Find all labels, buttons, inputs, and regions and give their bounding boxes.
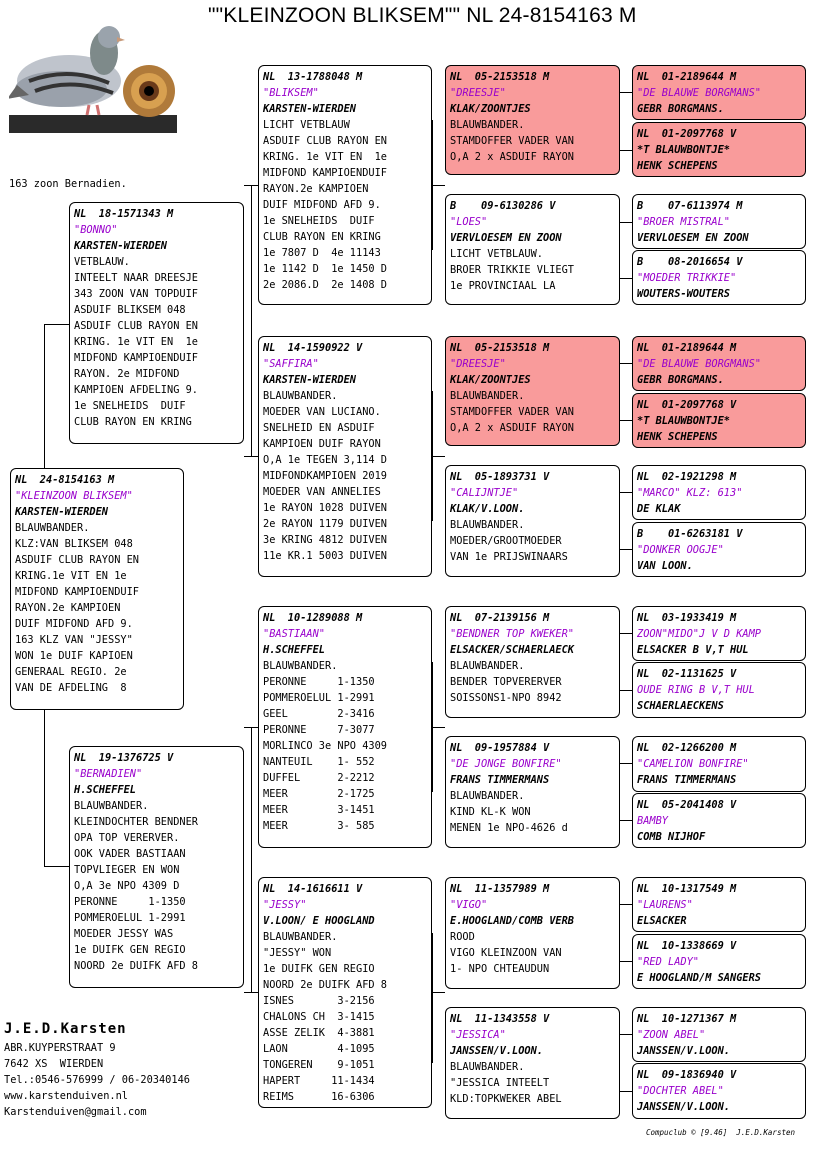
info-line: WON 1e DUIF KAPIOEN xyxy=(15,650,133,662)
note-text: 163 zoon Bernadien. xyxy=(9,178,127,190)
pedigree-box-ggg9 xyxy=(632,606,806,661)
info-line: BENDER TOPVERERVER xyxy=(450,676,562,688)
page-title: ""KLEINZOON BLIKSEM"" NL 24-8154163 M xyxy=(208,4,637,27)
info-line: TONGEREN 9-1051 xyxy=(263,1059,375,1071)
ring-number: NL 18-1571343 M xyxy=(74,208,174,220)
ring-number: NL 13-1788048 M xyxy=(263,71,363,83)
owner-name: WOUTERS-WOUTERS xyxy=(637,288,730,300)
info-line: CLUB RAYON EN KRING xyxy=(263,231,381,243)
owner-name: JANSSEN/V.LOON. xyxy=(450,1045,543,1057)
owner-name: H.SCHEFFEL xyxy=(263,644,325,656)
pedigree-box-ggg12 xyxy=(632,793,806,848)
ring-number: NL 05-2041408 V xyxy=(637,799,737,811)
connector xyxy=(620,420,632,421)
owner-name: HENK SCHEPENS xyxy=(637,431,718,443)
info-line: SOISSONS1-NPO 8942 xyxy=(450,692,562,704)
ring-number: NL 01-2097768 V xyxy=(637,128,737,140)
pigeon-name: "DONKER OOGJE" xyxy=(637,544,724,556)
ring-number: NL 10-1271367 M xyxy=(637,1013,737,1025)
info-line: MOEDER JESSY WAS xyxy=(74,928,174,940)
ring-number: B 09-6130286 V xyxy=(450,200,556,212)
info-line: "JESSY" WON xyxy=(263,947,332,959)
pigeon-name: "ZOON ABEL" xyxy=(637,1029,706,1041)
pedigree-box-ggg14 xyxy=(632,934,806,989)
pigeon-name: BAMBY xyxy=(637,815,668,827)
pigeon-name: "RED LADY" xyxy=(637,956,699,968)
connector xyxy=(620,492,632,493)
info-line: NANTEUIL 1- 552 xyxy=(263,756,375,768)
info-line: MOEDER/GROOTMOEDER xyxy=(450,535,562,547)
info-line: RAYON. 2e MIDFOND xyxy=(74,368,180,380)
info-line: 1- NPO CHTEAUDUN xyxy=(450,963,550,975)
ring-number: NL 09-1836940 V xyxy=(637,1069,737,1081)
connector xyxy=(432,727,445,728)
info-line: KRING. 1e VIT EN 1e xyxy=(74,336,198,348)
pedigree-box-g3 xyxy=(258,606,432,848)
pedigree-box-ggg2 xyxy=(632,122,806,177)
owner-name: KLAK/V.LOON. xyxy=(450,503,525,515)
pedigree-box-ggg15 xyxy=(632,1007,806,1062)
info-line: MIDFOND KAMPIOENDUIF xyxy=(263,167,387,179)
pigeon-name: ZOON"MIDO"J V D KAMP xyxy=(637,628,761,640)
info-line: O,A 1e TEGEN 3,114 D xyxy=(263,454,387,466)
owner-name: VERVLOESEM EN ZOON xyxy=(637,232,749,244)
pedigree-box-gg4 xyxy=(445,465,620,577)
info-line: ASDUIF CLUB RAYON EN xyxy=(15,554,139,566)
phone-line: Tel.:0546-576999 / 06-20340146 xyxy=(4,1074,190,1086)
owner-name: H.SCHEFFEL xyxy=(74,784,136,796)
owner-name: *T BLAUWBONTJE* xyxy=(637,415,730,427)
pigeon-name: "CALIJNTJE" xyxy=(450,487,519,499)
info-line: BLAUWBANDER. xyxy=(263,390,338,402)
ring-number: NL 02-1131625 V xyxy=(637,668,737,680)
pedigree-box-gg7 xyxy=(445,877,620,989)
info-line: ASDUIF CLUB RAYON EN xyxy=(74,320,198,332)
pigeon-name: "MOEDER TRIKKIE" xyxy=(637,272,737,284)
info-line: GENERAAL REGIO. 2e xyxy=(15,666,127,678)
info-line: 1e 1142 D 1e 1450 D xyxy=(263,263,387,275)
info-line: HAPERT 11-1434 xyxy=(263,1075,375,1087)
info-line: 1e RAYON 1028 DUIVEN xyxy=(263,502,387,514)
owner-name: ELSACKER xyxy=(637,915,687,927)
info-line: MEER 2-1725 xyxy=(263,788,375,800)
info-line: 1e SNELHEIDS DUIF xyxy=(263,215,375,227)
info-line: ASDUIF CLUB RAYON EN xyxy=(263,135,387,147)
info-line: STAMDOFFER VADER VAN xyxy=(450,406,574,418)
pedigree-box-gg6 xyxy=(445,736,620,848)
owner-name: SCHAERLAECKENS xyxy=(637,700,724,712)
pigeon-name: "LOES" xyxy=(450,216,488,228)
pedigree-box-sire xyxy=(69,202,244,444)
info-line: TOPVLIEGER EN WON xyxy=(74,864,180,876)
owner-name: JANSSEN/V.LOON. xyxy=(637,1045,730,1057)
ring-number: NL 05-2153518 M xyxy=(450,342,550,354)
owner-name: VERVLOESEM EN ZOON xyxy=(450,232,562,244)
owner-name: HENK SCHEPENS xyxy=(637,160,718,172)
info-line: VAN DE AFDELING 8 xyxy=(15,682,127,694)
pigeon-name: "DE BLAUWE BORGMANS" xyxy=(637,358,761,370)
connector xyxy=(620,820,632,821)
info-line: MIDFONDKAMPIOEN 2019 xyxy=(263,470,387,482)
ring-number: NL 01-2189644 M xyxy=(637,342,737,354)
info-line: "JESSICA INTEELT xyxy=(450,1077,550,1089)
info-line: 2e RAYON 1179 DUIVEN xyxy=(263,518,387,530)
pigeon-name: "DOCHTER ABEL" xyxy=(637,1085,724,1097)
website-link[interactable]: www.karstenduiven.nl xyxy=(4,1090,128,1102)
info-line: OOK VADER BASTIAAN xyxy=(74,848,186,860)
info-line: POMMEROELUL 1-2991 xyxy=(74,912,186,924)
info-line: 11e KR.1 5003 DUIVEN xyxy=(263,550,387,562)
info-line: MENEN 1e NPO-4626 d xyxy=(450,822,568,834)
connector xyxy=(432,456,445,457)
pedigree-box-dam xyxy=(69,746,244,988)
pigeon-name: "BROER MISTRAL" xyxy=(637,216,730,228)
info-line: BLAUWBANDER. xyxy=(450,790,525,802)
info-line: INTEELT NAAR DREESJE xyxy=(74,272,198,284)
owner-name: DE KLAK xyxy=(637,503,681,515)
info-line: 343 ZOON VAN TOPDUIF xyxy=(74,288,198,300)
info-line: 1e SNELHEIDS DUIF xyxy=(74,400,186,412)
info-line: REIMS 16-6306 xyxy=(263,1091,375,1103)
info-line: BLAUWBANDER. xyxy=(450,390,525,402)
connector xyxy=(620,904,632,905)
info-line: OPA TOP VERERVER. xyxy=(74,832,180,844)
info-line: MORLINCO 3e NPO 4309 xyxy=(263,740,387,752)
info-line: 163 KLZ VAN "JESSY" xyxy=(15,634,133,646)
info-line: O,A 3e NPO 4309 D xyxy=(74,880,180,892)
pedigree-box-gg3 xyxy=(445,336,620,446)
ring-number: NL 11-1357989 M xyxy=(450,883,550,895)
info-line: VAN 1e PRIJSWINAARS xyxy=(450,551,568,563)
ring-number: NL 10-1317549 M xyxy=(637,883,737,895)
pigeon-name: "CAMELION BONFIRE" xyxy=(637,758,749,770)
owner-name: KARSTEN-WIERDEN xyxy=(74,240,167,252)
owner-name: E.HOOGLAND/COMB VERB xyxy=(450,915,574,927)
pedigree-box-ggg11 xyxy=(632,736,806,792)
owner-name: FRANS TIMMERMANS xyxy=(637,774,737,786)
info-line: GEEL 2-3416 xyxy=(263,708,375,720)
ring-number: NL 10-1338669 V xyxy=(637,940,737,952)
ring-number: NL 19-1376725 V xyxy=(74,752,174,764)
pedigree-box-ggg13 xyxy=(632,877,806,932)
pigeon-name: "BONNO" xyxy=(74,224,118,236)
info-line: BLAUWBANDER. xyxy=(450,519,525,531)
connector xyxy=(44,324,69,325)
pedigree-box-gg8 xyxy=(445,1007,620,1119)
connector xyxy=(620,92,632,93)
pedigree-box-g4 xyxy=(258,877,432,1108)
ring-number: NL 02-1921298 M xyxy=(637,471,737,483)
owner-name: KARSTEN-WIERDEN xyxy=(263,374,356,386)
info-line: STAMDOFFER VADER VAN xyxy=(450,135,574,147)
info-line: MOEDER VAN LUCIANO. xyxy=(263,406,381,418)
pigeon-name: "DREESJE" xyxy=(450,87,506,99)
info-line: KLD:TOPKWEKER ABEL xyxy=(450,1093,562,1105)
ring-number: NL 05-2153518 M xyxy=(450,71,550,83)
info-line: KAMPIOEN DUIF RAYON xyxy=(263,438,381,450)
pedigree-box-ggg16 xyxy=(632,1063,806,1119)
info-line: ASSE ZELIK 4-3881 xyxy=(263,1027,375,1039)
owner-name: GEBR BORGMANS. xyxy=(637,374,724,386)
info-line: MOEDER VAN ANNELIES xyxy=(263,486,381,498)
info-line: BLAUWBANDER. xyxy=(263,660,338,672)
ring-number: NL 09-1957884 V xyxy=(450,742,550,754)
info-line: BLAUWBANDER. xyxy=(263,931,338,943)
info-line: MEER 3-1451 xyxy=(263,804,375,816)
footer-credit: Compuclub © [9.46] J.E.D.Karsten xyxy=(646,1128,796,1137)
pedigree-box-gg2 xyxy=(445,194,620,305)
info-line: SNELHEID EN ASDUIF xyxy=(263,422,375,434)
ring-number: NL 03-1933419 M xyxy=(637,612,737,624)
connector xyxy=(620,1034,632,1035)
owner-name: *T BLAUWBONTJE* xyxy=(637,144,730,156)
pigeon-name: "BERNADIEN" xyxy=(74,768,143,780)
pedigree-box-ggg10 xyxy=(632,662,806,718)
info-line: PERONNE 7-3077 xyxy=(263,724,375,736)
info-line: PERONNE 1-1350 xyxy=(263,676,375,688)
pedigree-box-gg1 xyxy=(445,65,620,175)
info-line: KAMPIOEN AFDELING 9. xyxy=(74,384,198,396)
info-line: KIND KL-K WON xyxy=(450,806,531,818)
pedigree-box-ggg5 xyxy=(632,336,806,391)
ring-number: B 01-6263181 V xyxy=(637,528,743,540)
info-line: LICHT VETBLAUW xyxy=(263,119,350,131)
owner-name: KARSTEN-WIERDEN xyxy=(263,103,356,115)
info-line: CLUB RAYON EN KRING xyxy=(74,416,192,428)
connector xyxy=(432,185,445,186)
owner-name: KLAK/ZOONTJES xyxy=(450,103,531,115)
pigeon-name: "LAURENS" xyxy=(637,899,693,911)
pigeon-name: "DREESJE" xyxy=(450,358,506,370)
address-line: 7642 XS WIERDEN xyxy=(4,1058,104,1070)
pigeon-name: "VIGO" xyxy=(450,899,488,911)
info-line: ASDUIF BLIKSEM 048 xyxy=(74,304,186,316)
email-link[interactable]: Karstenduiven@gmail.com xyxy=(4,1106,147,1118)
pigeon-name: "BLIKSEM" xyxy=(263,87,319,99)
info-line: BLAUWBANDER. xyxy=(74,800,149,812)
pigeon-name: "BASTIAAN" xyxy=(263,628,325,640)
info-line: BLAUWBANDER. xyxy=(15,522,90,534)
info-line: DUIF MIDFOND AFD 9. xyxy=(263,199,381,211)
info-line: BLAUWBANDER. xyxy=(450,119,525,131)
info-line: LICHT VETBLAUW. xyxy=(450,248,543,260)
info-line: DUIF MIDFOND AFD 9. xyxy=(15,618,133,630)
pedigree-box-g2 xyxy=(258,336,432,577)
pigeon-name: "MARCO" KLZ: 613" xyxy=(637,487,743,499)
owner-name: ELSACKER/SCHAERLAECK xyxy=(450,644,574,656)
info-line: VETBLAUW. xyxy=(74,256,130,268)
pedigree-box-gg5 xyxy=(445,606,620,718)
info-line: KRING.1e VIT EN 1e xyxy=(15,570,127,582)
info-line: 1e DUIFK GEN REGIO xyxy=(263,963,375,975)
connector xyxy=(620,1091,632,1092)
ring-number: NL 14-1616611 V xyxy=(263,883,363,895)
owner-name: KLAK/ZOONTJES xyxy=(450,374,531,386)
breeder-address xyxy=(4,1018,190,1120)
connector xyxy=(44,866,69,867)
info-line: ROOD xyxy=(450,931,475,943)
connector xyxy=(251,727,252,993)
pigeon-name: "SAFFIRA" xyxy=(263,358,319,370)
pigeon-photo xyxy=(9,11,177,133)
info-line: KLZ:VAN BLIKSEM 048 xyxy=(15,538,133,550)
owner-name: E HOOGLAND/M SANGERS xyxy=(637,972,761,984)
info-line: O,A 2 x ASDUIF RAYON xyxy=(450,151,574,163)
ring-number: NL 05-1893731 V xyxy=(450,471,550,483)
ring-number: NL 07-2139156 M xyxy=(450,612,550,624)
info-line: 2e 2086.D 2e 1408 D xyxy=(263,279,387,291)
breeder-name: J.E.D.Karsten xyxy=(4,1021,127,1037)
owner-name: GEBR BORGMANS. xyxy=(637,103,724,115)
connector xyxy=(44,710,45,867)
connector xyxy=(620,633,632,634)
pedigree-box-ggg1 xyxy=(632,65,806,120)
info-line: BROER TRIKKIE VLIEGT xyxy=(450,264,574,276)
pigeon-name: "DE BLAUWE BORGMANS" xyxy=(637,87,761,99)
owner-name: VAN LOON. xyxy=(637,560,693,572)
info-line: 3e KRING 4812 DUIVEN xyxy=(263,534,387,546)
connector xyxy=(432,933,433,1063)
info-line: PERONNE 1-1350 xyxy=(74,896,186,908)
ring-number: NL 01-2189644 M xyxy=(637,71,737,83)
pigeon-name: "JESSY" xyxy=(263,899,307,911)
connector xyxy=(620,549,632,550)
pedigree-box-ggg3 xyxy=(632,194,806,249)
info-line: LAON 4-1095 xyxy=(263,1043,375,1055)
ring-number: NL 14-1590922 V xyxy=(263,342,363,354)
info-line: NOORD 2e DUIFK AFD 8 xyxy=(74,960,198,972)
info-line: MIDFOND KAMPIOENDUIF xyxy=(15,586,139,598)
info-line: DUFFEL 2-2212 xyxy=(263,772,375,784)
info-line: NOORD 2e DUIFK AFD 8 xyxy=(263,979,387,991)
connector xyxy=(432,992,445,993)
owner-name: COMB NIJHOF xyxy=(637,831,706,843)
connector xyxy=(44,324,45,468)
pedigree-box-ggg6 xyxy=(632,393,806,448)
pigeon-icon xyxy=(9,11,177,133)
owner-name: V.LOON/ E HOOGLAND xyxy=(263,915,375,927)
info-line: ISNES 3-2156 xyxy=(263,995,375,1007)
info-line: MIDFOND KAMPIOENDUIF xyxy=(74,352,198,364)
pigeon-name: "DE JONGE BONFIRE" xyxy=(450,758,562,770)
connector xyxy=(251,185,252,457)
info-line: RAYON.2e KAMPIOEN xyxy=(15,602,121,614)
info-line: O,A 2 x ASDUIF RAYON xyxy=(450,422,574,434)
owner-name: ELSACKER B V,T HUL xyxy=(637,644,749,656)
pigeon-name: "JESSICA" xyxy=(450,1029,506,1041)
connector xyxy=(620,763,632,764)
pedigree-box-ggg4 xyxy=(632,250,806,305)
info-line: 1e DUIFK GEN REGIO xyxy=(74,944,186,956)
info-line: KLEINDOCHTER BENDNER xyxy=(74,816,198,828)
pigeon-name: OUDE RING B V,T HUL xyxy=(637,684,755,696)
connector xyxy=(620,222,632,223)
info-line: KRING. 1e VIT EN 1e xyxy=(263,151,387,163)
connector xyxy=(620,690,632,691)
owner-name: FRANS TIMMERMANS xyxy=(450,774,550,786)
ring-number: NL 11-1343558 V xyxy=(450,1013,550,1025)
connector xyxy=(620,278,632,279)
info-line: CHALONS CH 3-1415 xyxy=(263,1011,375,1023)
owner-name: KARSTEN-WIERDEN xyxy=(15,506,108,518)
owner-name: JANSSEN/V.LOON. xyxy=(637,1101,730,1113)
pigeon-name: "BENDNER TOP KWEKER" xyxy=(450,628,574,640)
ring-number: NL 10-1289088 M xyxy=(263,612,363,624)
info-line: BLAUWBANDER. xyxy=(450,1061,525,1073)
pedigree-box-ggg8 xyxy=(632,522,806,577)
info-line: RAYON.2e KAMPIOEN xyxy=(263,183,369,195)
pedigree-box-subject xyxy=(10,468,184,710)
pedigree-box-ggg7 xyxy=(632,465,806,520)
info-line: 1e PROVINCIAAL LA xyxy=(450,280,556,292)
ring-number: B 08-2016654 V xyxy=(637,256,743,268)
ring-number: B 07-6113974 M xyxy=(637,200,743,212)
ring-number: NL 02-1266200 M xyxy=(637,742,737,754)
info-line: POMMEROELUL 1-2991 xyxy=(263,692,375,704)
connector xyxy=(620,961,632,962)
pigeon-name: "KLEINZOON BLIKSEM" xyxy=(15,490,133,502)
info-line: MEER 3- 585 xyxy=(263,820,375,832)
address-line: ABR.KUYPERSTRAAT 9 xyxy=(4,1042,116,1054)
connector xyxy=(620,150,632,151)
info-line: 1e 7807 D 4e 11143 xyxy=(263,247,381,259)
info-line: VIGO KLEINZOON VAN xyxy=(450,947,562,959)
ring-number: NL 01-2097768 V xyxy=(637,399,737,411)
info-line: BLAUWBANDER. xyxy=(450,660,525,672)
pedigree-box-g1 xyxy=(258,65,432,305)
ring-number: NL 24-8154163 M xyxy=(15,474,115,486)
connector xyxy=(620,363,632,364)
